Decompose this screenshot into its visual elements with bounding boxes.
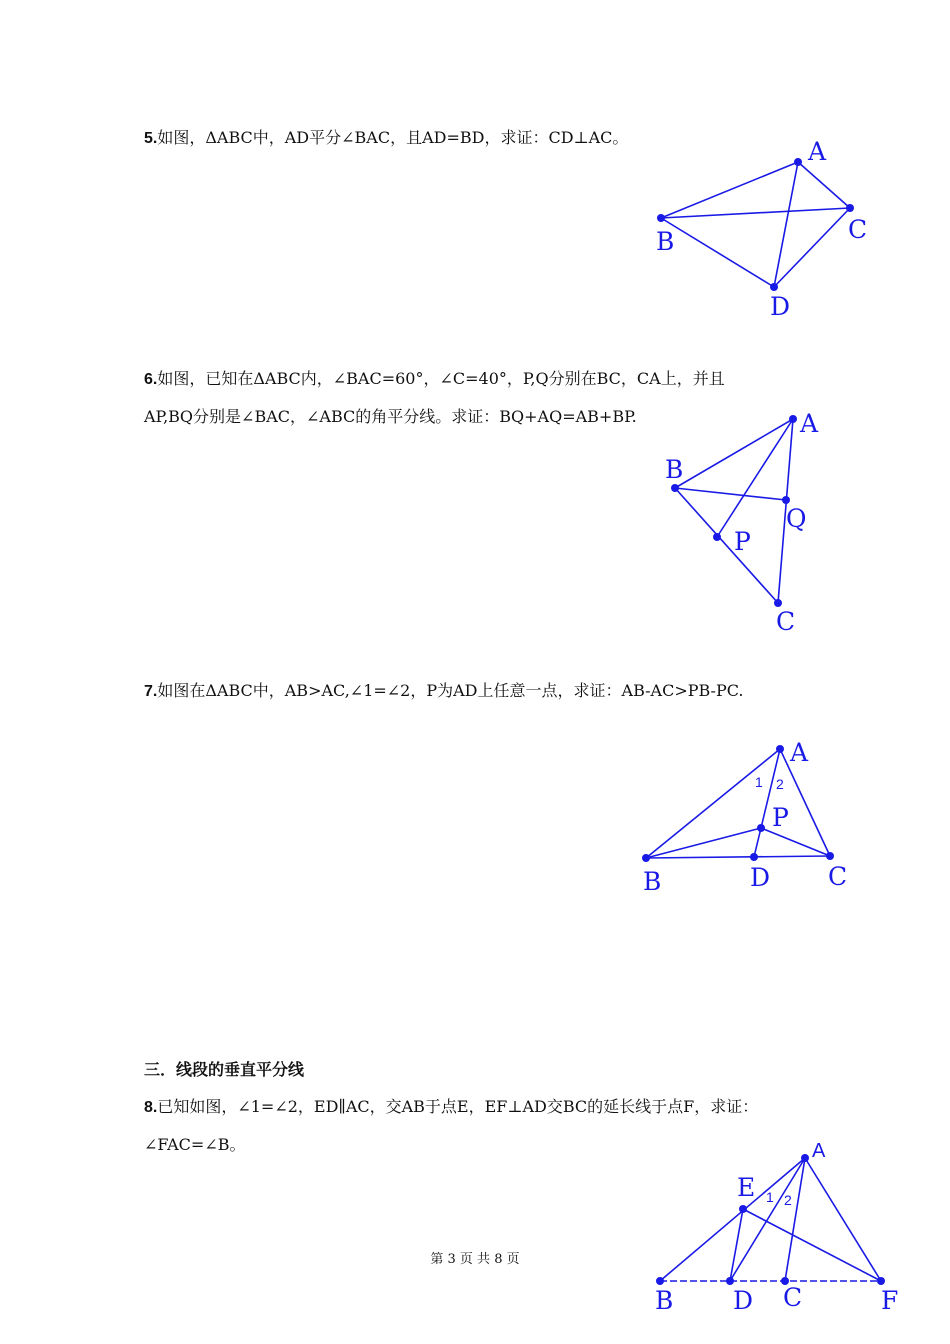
label-p: P — [772, 803, 789, 832]
problem-7-line-1: 如图在ΔABC中，AB>AC,∠1=∠2，P为AD上任意一点，求证：AB-AC>PB-PC. — [157, 681, 744, 700]
point-f — [877, 1277, 885, 1285]
problem-8-number: 8. — [144, 1099, 158, 1116]
segment-ac — [798, 162, 850, 208]
label-a: A — [800, 409, 819, 438]
segment-ba — [646, 749, 780, 858]
label-c: C — [783, 1283, 803, 1312]
point-c — [846, 204, 854, 212]
label-angle-1: 1 — [755, 774, 763, 790]
point-d — [770, 283, 778, 291]
point-c — [774, 599, 782, 607]
segment-bq — [675, 488, 786, 500]
label-a: A — [812, 1140, 826, 1162]
label-c: C — [828, 862, 848, 891]
problem-6-figure — [655, 405, 835, 635]
section-3-heading: 三．线段的垂直平分线 — [144, 1062, 305, 1079]
problem-6-number: 6. — [144, 371, 158, 388]
problem-8-text-2 — [144, 1134, 246, 1156]
segment-cd — [774, 208, 850, 287]
point-b — [656, 1277, 664, 1285]
problem-6-text-1 — [144, 368, 725, 391]
segment-ba — [661, 162, 798, 218]
label-c: C — [848, 215, 868, 244]
label-d: D — [733, 1286, 754, 1315]
segment-bd — [661, 218, 774, 287]
label-b: B — [656, 227, 675, 256]
label-d: D — [770, 292, 791, 321]
point-p — [713, 533, 721, 541]
problem-8-figure — [645, 1135, 905, 1315]
problem-8-text-1 — [144, 1096, 758, 1119]
point-a — [794, 158, 802, 166]
segment-bc — [661, 208, 850, 218]
segment-ap — [717, 419, 793, 537]
problem-5-number: 5. — [144, 130, 158, 147]
segment-ba — [675, 419, 793, 488]
point-b — [671, 484, 679, 492]
segment-bc — [675, 488, 778, 603]
label-b: B — [665, 455, 684, 484]
label-b: B — [643, 867, 662, 896]
point-a — [789, 415, 797, 423]
label-d: D — [750, 863, 771, 892]
problem-5-line-1: 如图，ΔABC中，AD平分∠BAC，且AD=BD，求证：CD⊥AC。 — [157, 128, 629, 147]
point-c — [826, 852, 834, 860]
label-angle-2: 2 — [784, 1192, 792, 1208]
point-e — [739, 1205, 747, 1213]
label-c: C — [776, 607, 796, 636]
label-angle-1: 1 — [766, 1189, 774, 1205]
label-a: A — [808, 137, 827, 166]
label-p: P — [734, 527, 751, 556]
problem-5-figure — [640, 137, 880, 330]
label-angle-2: 2 — [776, 776, 784, 792]
label-b: B — [655, 1286, 674, 1315]
point-b — [642, 854, 650, 862]
problem-7-text — [144, 680, 743, 703]
label-e: E — [737, 1173, 756, 1202]
problem-8-line-2: ∠FAC=∠B。 — [144, 1135, 246, 1154]
point-q — [782, 496, 790, 504]
point-d — [726, 1277, 734, 1285]
point-a — [801, 1154, 809, 1162]
label-f: F — [881, 1286, 899, 1315]
point-a — [776, 745, 784, 753]
point-d — [750, 853, 758, 861]
point-p — [757, 824, 765, 832]
problem-7-number: 7. — [144, 683, 158, 700]
problem-7-figure — [630, 730, 860, 900]
segment-ad — [774, 162, 798, 287]
problem-5-text — [144, 127, 628, 150]
problem-8-line-1: 已知如图，∠1=∠2，ED∥AC，交AB于点E，EF⊥AD交BC的延长线于点F，求证： — [157, 1097, 759, 1116]
label-a: A — [790, 738, 809, 767]
page-footer: 第 3 页 共 8 页 — [430, 1252, 520, 1267]
point-b — [657, 214, 665, 222]
segment-ef — [743, 1209, 881, 1281]
label-q: Q — [786, 504, 807, 533]
segment-bc — [646, 856, 830, 858]
problem-6-text-2 — [144, 406, 637, 428]
problem-6-line-1: 如图，已知在ΔABC内，∠BAC=60°，∠C=40°，P,Q分别在BC，CA上，并且 — [157, 369, 725, 388]
problem-6-line-2: AP,BQ分别是∠BAC，∠ABC的角平分线。求证：BQ+AQ=AB+BP. — [144, 407, 637, 426]
